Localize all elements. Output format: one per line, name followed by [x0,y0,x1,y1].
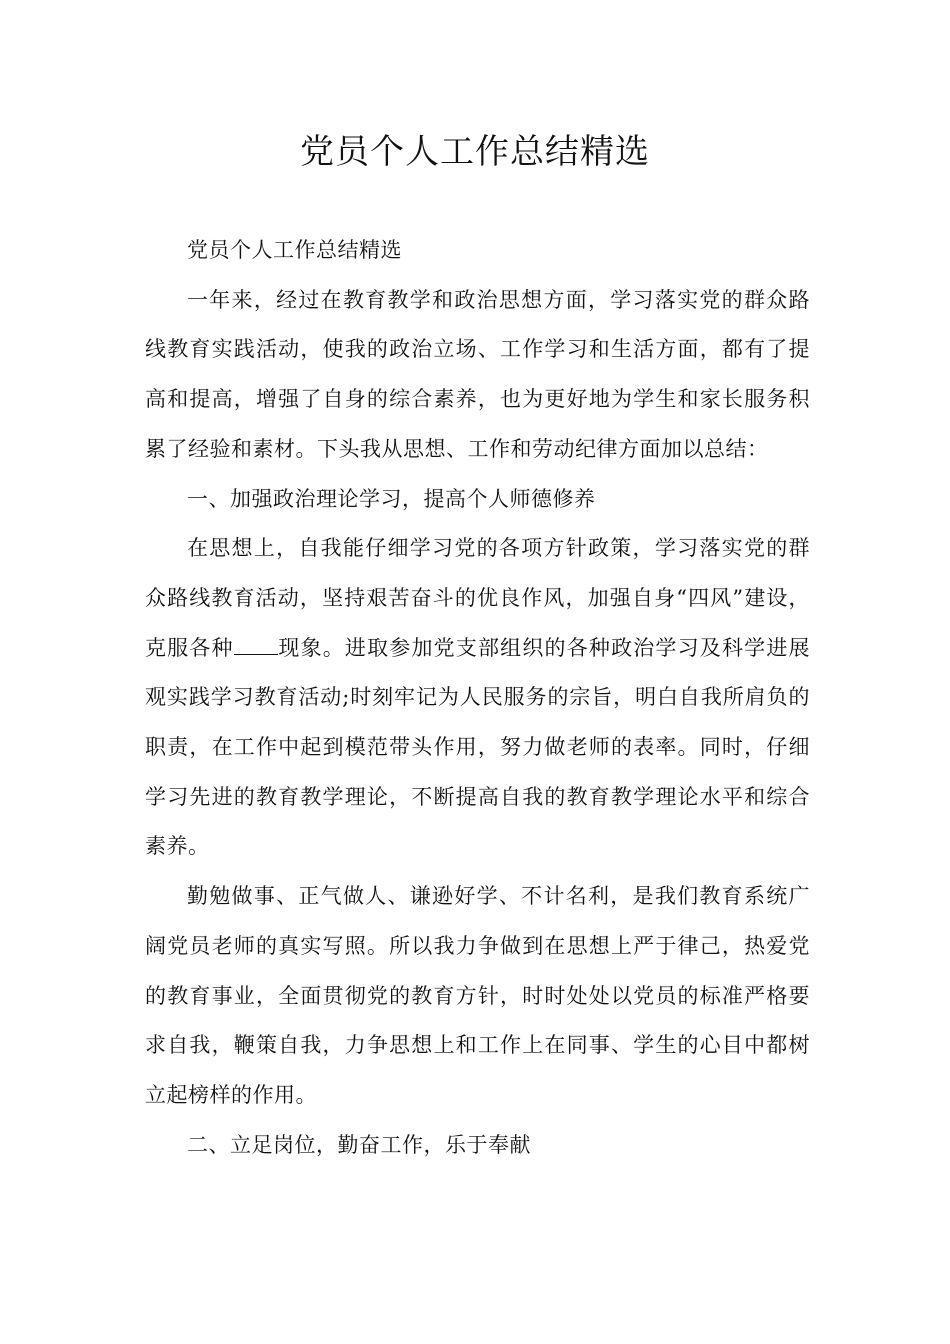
paragraph-intro: 一年来，经过在教育教学和政治思想方面，学习落实党的群众路线教育实践活动，使我的政治立场、工作学习和生活方面，都有了提高和提高，增强了自身的综合素养，也为更好地为学生和家长服务积累了经验和素材。下头我从思想、工作和劳动纪律方面加以总结： [145,287,810,461]
paragraph-subtitle: 党员个人工作总结精选 [187,238,402,262]
paragraph-diligence: 勤勉做事、正气做人、谦逊好学、不计名利，是我们教育系统广阔党员老师的真实写照。所以我力争做到在思想上严于律己，热爱党的教育事业，全面贯彻党的教育方针，时时处处以党员的标准严格要求自我，鞭策自我，力争思想上和工作上在同事、学生的心目中都树立起榜样的作用。 [145,884,810,1107]
document-title: 党员个人工作总结精选 [300,132,650,172]
document-body [145,226,810,1170]
section-heading-2: 二、立足岗位，勤奋工作，乐于奉献 [187,1132,531,1157]
fill-in-blank [234,631,278,655]
paragraph-thought-part-1: 在思想上，自我能仔细学习党的各项方针政策，学习落实党的群众路线教育活动，坚持艰苦奋斗的优良作风，加强自身“四风”建设，克服各种 [145,536,810,660]
paragraph-thought [145,524,810,872]
paragraph-thought-part-2: 现象。进取参加党支部组织的各种政治学习及科学进展观实践学习教育活动;时刻牢记为人民服务的宗旨，明白自我所肩负的职责，在工作中起到模范带头作用，努力做老师的表率。同时，仔细学习先进的教育教学理论，不断提高自我的教育教学理论水平和综合素养。 [145,635,811,859]
section-heading-1: 一、加强政治理论学习，提高个人师德修养 [187,486,596,511]
